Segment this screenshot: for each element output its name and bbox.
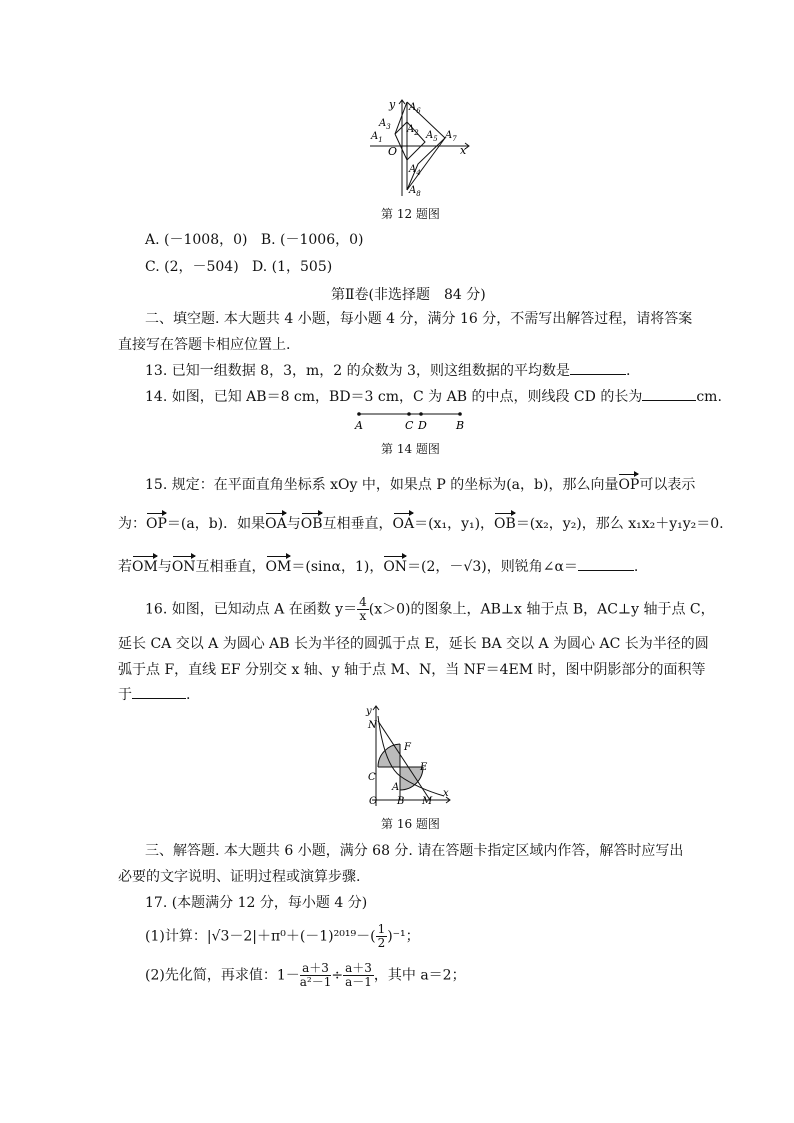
q17-part1-num: 1	[377, 922, 386, 936]
vector-on: ON	[171, 559, 196, 575]
vector-ob-2: OB	[494, 516, 516, 532]
vector-ob: OB	[300, 516, 323, 532]
vector-op-2: OP	[146, 516, 167, 532]
figure-14	[350, 408, 470, 432]
q12-option-d: D. (1，505)	[252, 259, 333, 275]
fig14-point-b	[458, 412, 462, 416]
q12-options-row2	[145, 256, 332, 276]
fig14-label-b: B	[456, 419, 465, 432]
q17-part2	[145, 962, 466, 989]
q17-part2-f1-den: a²－1	[299, 975, 332, 989]
q16-text-4: 于	[118, 687, 132, 703]
q17-part1-den: 2	[377, 936, 386, 950]
q15-line3	[118, 556, 638, 576]
fig12-label-a1: $A_1$	[371, 131, 383, 144]
fig14-point-a	[357, 412, 361, 416]
q17-divide-sign: ÷	[331, 967, 344, 984]
fig16-label-m: M	[422, 796, 433, 807]
figure-16	[362, 704, 454, 808]
section2-line2: 直接写在答题卡相应位置上.	[118, 337, 291, 353]
q16-text-1a: 16. 如图，已知动点 A 在函数 y＝	[145, 601, 358, 618]
q15-text-3b: 互相垂直，	[195, 559, 266, 575]
q13-end: .	[625, 363, 631, 379]
q15-line2	[118, 513, 724, 533]
fig14-point-d	[419, 412, 423, 416]
part2-title: 第Ⅱ卷(非选择题 84 分)	[331, 287, 486, 303]
fig12-x-label: x	[460, 144, 467, 157]
fig14-label-c: C	[405, 419, 414, 432]
fig14-caption: 第 14 题图	[381, 442, 440, 456]
q15-text-3d: ＝(2，－√3)，则锐角∠α＝	[407, 559, 578, 575]
q15-line1	[145, 474, 695, 494]
q17-part1-text-b: )⁻¹；	[387, 928, 420, 945]
q17-part2-f2-den: a－1	[345, 975, 372, 989]
figure-12	[365, 98, 475, 198]
question-13	[145, 360, 630, 380]
q14-unit: cm.	[696, 389, 722, 405]
fig14-point-c	[407, 412, 411, 416]
q17-title: 17. (本题满分 12 分，每小题 4 分)	[145, 895, 368, 911]
fig14-label-a: A	[355, 419, 363, 432]
q15-and: 与	[286, 516, 301, 532]
fig12-label-a4: $A_4$	[409, 164, 421, 177]
q14-text: 14. 如图，已知 AB＝8 cm，BD＝3 cm，C 为 AB 的中点，则线段 CD 的长为	[145, 389, 643, 405]
vector-om-2: OM	[265, 559, 292, 575]
q13-text: 13. 已知一组数据 8，3，m，2 的众数为 3，则这组数据的平均数是	[145, 363, 570, 379]
q16-fraction	[357, 596, 369, 623]
fig16-label-c: C	[368, 772, 376, 783]
fig16-label-y: y	[366, 706, 372, 717]
vector-om: OM	[132, 559, 158, 575]
q17-part2-fraction-1	[300, 962, 332, 989]
q12-option-c: C. (2，－504)	[145, 259, 239, 275]
section3-line1: 三、解答题. 本大题共 6 小题，满分 68 分. 请在答题卡指定区域内作答，解答时应写出	[145, 843, 684, 859]
q15-text-3c: ＝(sinα，1)，	[291, 559, 384, 575]
q14-answer-blank[interactable]	[642, 388, 696, 401]
q16-line1	[145, 596, 715, 623]
q16-fraction-num: 4	[359, 595, 367, 609]
q17-part1	[145, 923, 420, 950]
fig16-label-a: A	[392, 782, 400, 793]
q17-part2-text-b: ，其中 a＝2；	[373, 967, 466, 984]
fig16-caption: 第 16 题图	[381, 817, 440, 831]
fig12-label-a8: $A_8$	[409, 185, 421, 198]
fig12-label-a2: $A_2$	[407, 124, 419, 137]
q15-text-1a: 15. 规定：在平面直角坐标系 xOy 中，如果点 P 的坐标为(a，b)，那么向量	[145, 477, 619, 493]
vector-oa-2: OA	[392, 516, 415, 532]
question-14	[145, 386, 722, 406]
q17-part2-f1-num: a＋3	[300, 962, 332, 976]
q16-fraction-den: x	[359, 609, 367, 623]
fig12-origin-label: O	[388, 145, 398, 158]
q15-text-2e: ＝(x₂，y₂)，那么 x₁x₂＋y₁y₂＝0.	[515, 516, 724, 532]
q15-text-2c: 互相垂直，	[322, 516, 393, 532]
section3-line2: 必要的文字说明、证明过程或演算步骤.	[118, 869, 361, 885]
q13-answer-blank[interactable]	[570, 362, 626, 375]
q16-line4	[118, 684, 190, 704]
vector-oa: OA	[265, 516, 287, 532]
q16-line2: 延长 CA 交以 A 为圆心 AB 长为半径的圆弧于点 E，延长 BA 交以 A 为圆心 AC 长为半径的圆	[118, 636, 709, 652]
fig12-label-a3: $A_3$	[379, 118, 391, 131]
fig16-label-e: E	[420, 762, 428, 773]
q12-options-row1	[145, 229, 364, 249]
q15-text-1b: 可以表示	[639, 477, 696, 493]
fig12-label-a5: $A_5$	[426, 130, 438, 143]
fig16-label-o: O	[369, 796, 378, 807]
section2-line1: 二、填空题. 本大题共 4 小题，每小题 4 分，满分 16 分，不需写出解答过程，请将答案	[145, 311, 693, 327]
q15-text-2d: ＝(x₁，y₁)，	[414, 516, 495, 532]
q16-end: .	[186, 687, 191, 703]
q15-text-3a: 若	[118, 559, 132, 575]
q16-answer-blank[interactable]	[132, 686, 186, 699]
q17-part2-f2-num: a＋3	[345, 961, 372, 975]
q15-text-2a: 为：	[118, 516, 146, 532]
q12-option-a: A. (－1008，0)	[145, 232, 248, 248]
fig16-label-b: B	[397, 796, 405, 807]
q16-text-1b: (x＞0)的图象上，AB⊥x 轴于点 B，AC⊥y 轴于点 C，	[368, 601, 715, 618]
q15-answer-blank[interactable]	[578, 558, 634, 571]
fig14-label-d: D	[418, 419, 427, 432]
q15-and-2: 与	[157, 559, 172, 575]
vector-on-2: ON	[383, 559, 408, 575]
fig16-label-f: F	[404, 742, 411, 753]
fig12-label-a6: $A_6$	[409, 102, 421, 115]
q17-part1-text-a: (1)计算：|√3－2|＋π⁰＋(－1)²⁰¹⁹－(	[145, 928, 376, 945]
vector-op: OP	[618, 477, 640, 493]
q17-part2-fraction-2	[343, 962, 374, 989]
q17-part1-fraction	[376, 923, 388, 950]
q16-line3: 弧于点 F，直线 EF 分别交 x 轴、y 轴于点 M、N，当 NF＝4EM 时，图中阴影部分的面积等	[118, 662, 706, 678]
q12-option-b: B. (－1006，0)	[260, 232, 364, 248]
q15-text-2b: ＝(a，b)．如果	[166, 516, 266, 532]
fig12-label-a7: $A_7$	[445, 130, 457, 143]
fig16-label-x: x	[443, 788, 449, 799]
fig16-label-n: N	[368, 720, 377, 731]
fig12-y-label: y	[389, 98, 396, 111]
fig12-caption: 第 12 题图	[381, 207, 440, 221]
q17-part2-text-a: (2)先化简，再求值：1－	[145, 967, 300, 984]
q15-end: .	[633, 559, 639, 575]
